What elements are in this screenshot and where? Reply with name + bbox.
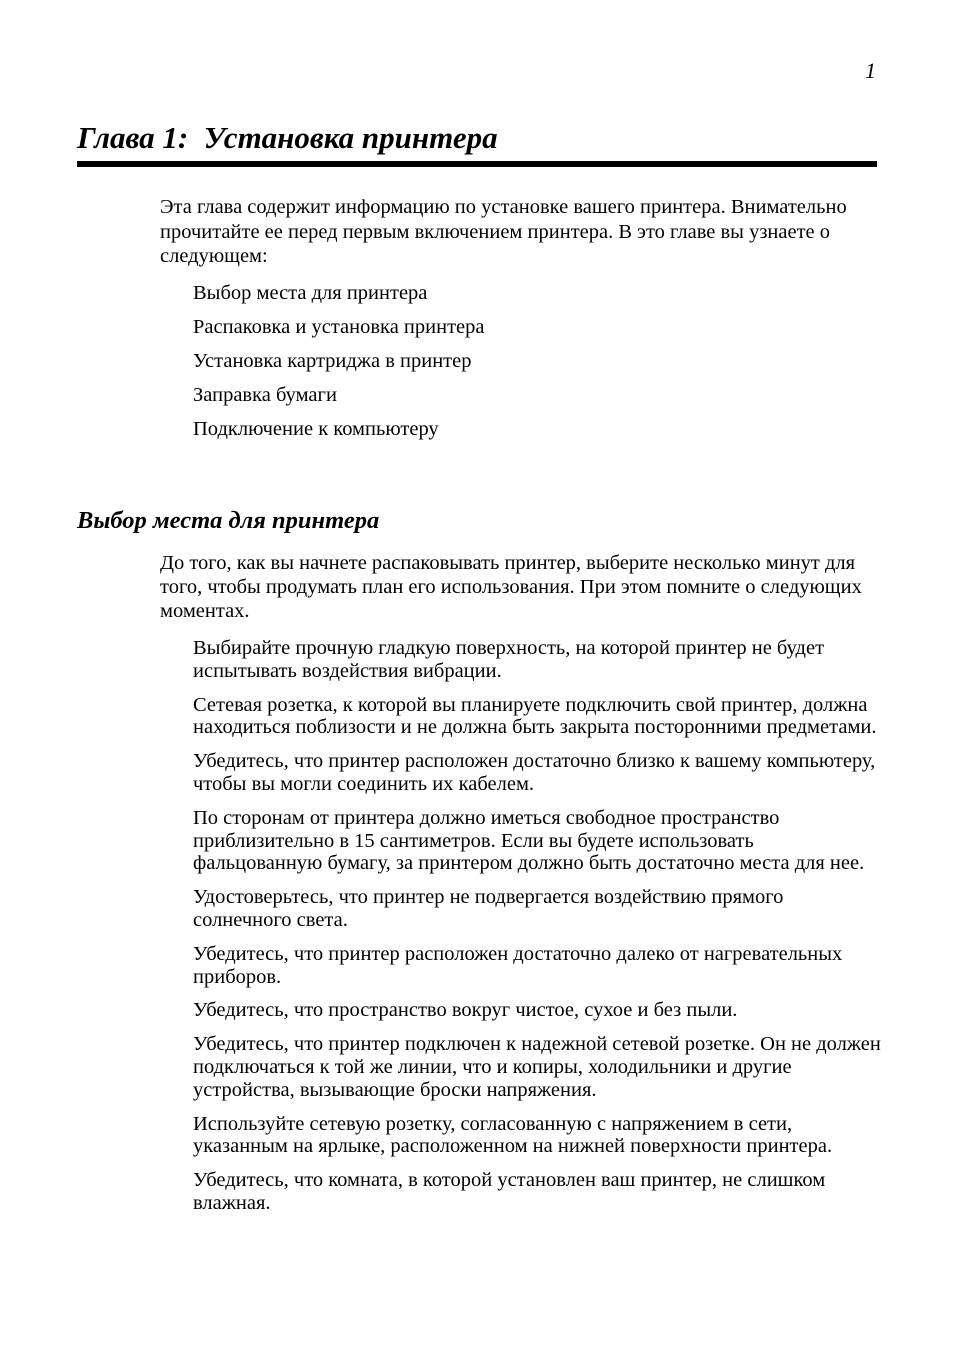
tip-item: Используйте сетевую розетку, согласованную с напряжением в сети, указанным на ярлыке, расположенном на нижней поверхности принтера.: [193, 1112, 833, 1158]
tip-item: Убедитесь, что принтер расположен достаточно далеко от нагревательных приборов.: [193, 942, 843, 988]
tip-item: Убедитесь, что пространство вокруг чистое, сухое и без пыли.: [193, 999, 738, 1022]
section-title: Выбор места для принтера: [77, 507, 380, 534]
chapter-title: Глава 1: Установка принтера: [77, 120, 498, 155]
topic-item: Подключение к компьютеру: [193, 418, 439, 440]
topic-item: Распаковка и установка принтера: [193, 316, 485, 338]
topic-item: Установка картриджа в принтер: [193, 350, 472, 372]
tip-item: Сетевая розетка, к которой вы планируете подключить свой принтер, должна находиться поблизости и не должна быть закрыта посторонними предметами.: [193, 693, 877, 739]
chapter-divider: [77, 161, 877, 167]
page-number: 1: [865, 58, 876, 83]
topic-item: Выбор места для принтера: [193, 282, 428, 304]
tip-item: Убедитесь, что комната, в которой установлен ваш принтер, не слишком влажная.: [193, 1169, 826, 1214]
tip-item: Удостоверьтесь, что принтер не подвергается воздействию прямого солнечного света.: [193, 886, 784, 931]
chapter-intro: Эта глава содержит информацию по установке вашего принтера. Внимательно прочитайте ее перед первым включением принтера. В это главе вы узнаете о следующем:: [160, 196, 847, 267]
tip-item: Убедитесь, что принтер расположен достаточно близко к вашему компьютеру, чтобы вы могли соединить их кабелем.: [193, 750, 876, 795]
tip-item: Убедитесь, что принтер подключен к надежной сетевой розетке. Он не должен подключаться к той же линии, что и копиры, холодильники и другие устройства, вызывающие броски напряжения.: [193, 1033, 881, 1101]
tip-item: Выбирайте прочную гладкую поверхность, на которой принтер не будет испытывать воздействия вибрации.: [193, 637, 825, 682]
chapter-topics-list: [193, 281, 484, 451]
tip-item: По сторонам от принтера должно иметься свободное пространство приблизительно в 15 сантиметров. Если вы будете использовать фальцованную бумагу, за принтером должно быть достаточно места для нее.: [193, 806, 865, 875]
placement-tips-list: [193, 637, 883, 1226]
section-intro: До того, как вы начнете распаковывать принтер, выберите несколько минут для того, чтобы продумать план его использования. При этом помните о следующих моментах.: [160, 552, 862, 622]
topic-item: Заправка бумаги: [193, 384, 337, 406]
